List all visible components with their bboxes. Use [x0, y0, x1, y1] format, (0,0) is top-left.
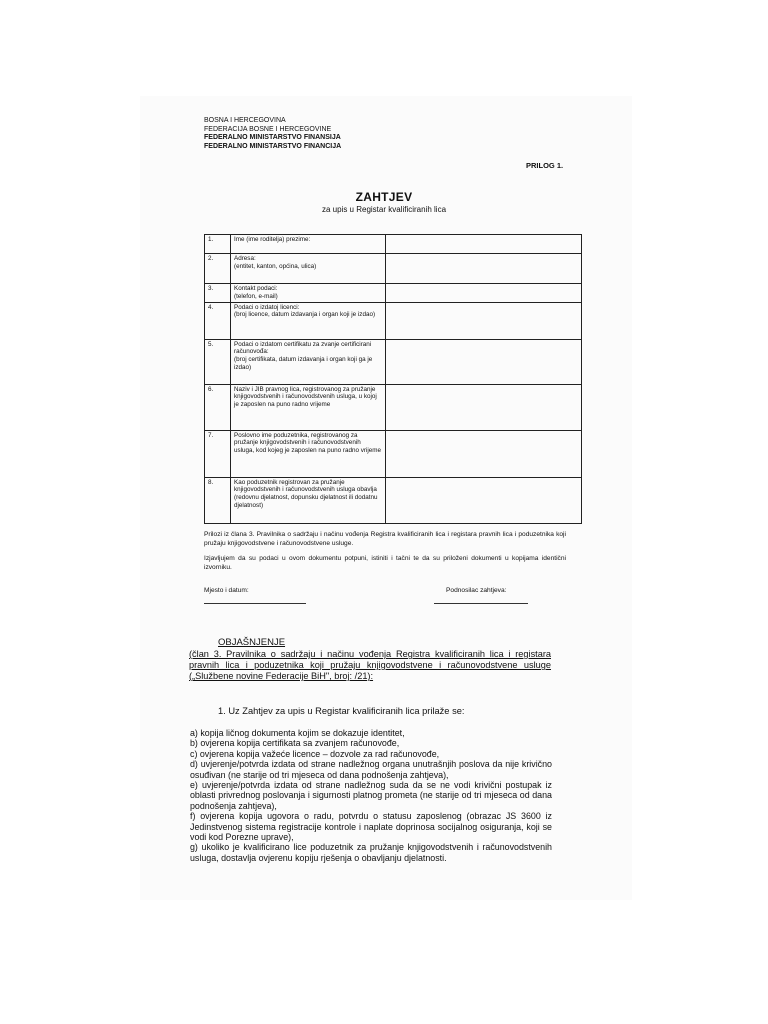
form-row [205, 254, 582, 284]
row-label: Adresa: (entitet, kanton, općina, ulica) [231, 254, 386, 284]
header-federation: FEDERACIJA BOSNE I HERCEGOVINE [204, 125, 332, 133]
row-value-field[interactable] [386, 284, 582, 303]
row-label: Kao poduzetnik registrovan za pružanje knjigovodstvenih i računovodstvenih usluga obavlja (redovnu djelatnost, dopunsku djelatnost ili dodatnu djelatnost) [231, 477, 386, 523]
header-ministry-2: FEDERALNO MINISTARSTVO FINANCIJA [204, 142, 342, 150]
row-number: 8. [205, 477, 231, 523]
form-row [205, 284, 582, 303]
document-title: ZAHTJEV [355, 190, 413, 204]
row-value-field[interactable] [386, 339, 582, 384]
explanation-subheading: (član 3. Pravilnika o sadržaju i načinu vođenja Registra kvalificiranih lica i registara pravnih lica i poduzetnika koji pružaju knjigovodstvene i računovodstvene usluge („Službene novine Federacije BiH", broj: /21): [189, 649, 551, 681]
row-value-field[interactable] [386, 302, 582, 339]
form-row [205, 477, 582, 523]
list-item: g) ukoliko je kvalificirano lice poduzetnik za pružanje knjigovodstvenih i računovodstvenih usluga, dostavlja ovjerenu kopiju rješenja o obavljanju djelatnosti. [190, 842, 552, 863]
row-label: Naziv i JIB pravnog lica, registrovanog za pružanje knjigovodstvenih i računovodstvenih usluga, u kojoj je zaposlen na puno radno vrijeme [231, 384, 386, 430]
attachments-note: Prilozi iz člana 3. Pravilnika o sadržaju i načinu vođenja Registra kvalificiranih lica i registara pravnih lica i poduzetnika koji pružaju knjigovodstvene i računovodstvene usluge. [204, 531, 566, 547]
row-value-field[interactable] [386, 235, 582, 254]
document-header [204, 117, 341, 151]
attachment-label: PRILOG 1. [526, 161, 564, 170]
form-row [205, 339, 582, 384]
header-ministry-1: FEDERALNO MINISTARSTVO FINANSIJA [204, 134, 341, 141]
form-notes [204, 530, 566, 578]
row-number: 1. [205, 235, 231, 254]
document-subtitle: za upis u Registar kvalificiranih lica [321, 205, 447, 214]
list-item: e) uvjerenje/potvrda izdata od strane nadležnog suda da se ne vodi krivični postupak iz oblasti privrednog poslovanja i sigurnosti platnog prometa (ne starije od tri mjeseca od dana podnošenja zahtjeva), [190, 780, 552, 811]
row-number: 3. [205, 284, 231, 303]
row-number: 7. [205, 430, 231, 477]
row-label: Poslovno ime poduzetnika, registrovanog za pružanje knjigovodstvenih i računovodstvenih usluga, kod kojeg je zaposlen na puno radno vrijeme [231, 430, 386, 477]
row-number: 4. [205, 302, 231, 339]
applicant-label: Podnosilac zahtjeva: [446, 587, 507, 594]
explanation-heading: OBJAŠNJENJE [218, 637, 286, 648]
list-item: d) uvjerenje/potvrda izdata od strane nadležnog organa unutrašnjih poslova da nije krivično osuđivan (ne starije od tri mjeseca od dana podnošenja zahtjeva), [190, 759, 552, 780]
form-row [205, 235, 582, 254]
row-label: Kontakt podaci: (telefon, e-mail) [231, 284, 386, 303]
header-country: BOSNA I HERCEGOVINA [204, 117, 286, 124]
form-row [205, 302, 582, 339]
list-item: f) ovjerena kopija ugovora o radu, potvrdu o statusu zaposlenog (obrazac JS 3600 iz Jedinstvenog sistema registracije kontrole i naplate doprinosa socijalnog osiguranja, koji se vodi kod Porezne uprave), [190, 811, 552, 843]
form-row [205, 384, 582, 430]
place-date-line [204, 603, 306, 604]
row-label: Podaci o izdatom certifikatu za zvanje certificirani računovođa: (broj certifikata, datum izdavanja i organ koji ga je izdao) [231, 339, 386, 384]
declaration-note: Izjavljujem da su podaci u ovom dokumentu potpuni, istiniti i tačni te da su priloženi dokumenti u kopijama identični izvorniku. [204, 555, 566, 571]
row-number: 6. [205, 384, 231, 430]
request-form-table [204, 234, 582, 524]
form-row [205, 430, 582, 477]
row-value-field[interactable] [386, 384, 582, 430]
list-item: a) kopija ličnog dokumenta kojim se dokazuje identitet, [190, 728, 405, 738]
list-item: b) ovjerena kopija certifikata sa zvanjem računovođe, [190, 738, 400, 749]
row-label: Ime (ime roditelja) prezime: [231, 235, 386, 254]
row-value-field[interactable] [386, 477, 582, 523]
row-number: 2. [205, 254, 231, 284]
required-documents-list [190, 728, 552, 863]
explanation-item-1: 1. Uz Zahtjev za upis u Registar kvalificiranih lica prilaže se: [218, 706, 465, 716]
row-label: Podaci o izdatoj licenci: (broj licence, datum izdavanja i organ koji je izdao) [231, 302, 386, 339]
row-number: 5. [205, 339, 231, 384]
applicant-signature-line [434, 603, 528, 604]
row-value-field[interactable] [386, 254, 582, 284]
place-date-label: Mjesto i datum: [204, 587, 249, 594]
row-value-field[interactable] [386, 430, 582, 477]
list-item: c) ovjerena kopija važeće licence – dozvole za rad računovođe, [190, 748, 440, 759]
